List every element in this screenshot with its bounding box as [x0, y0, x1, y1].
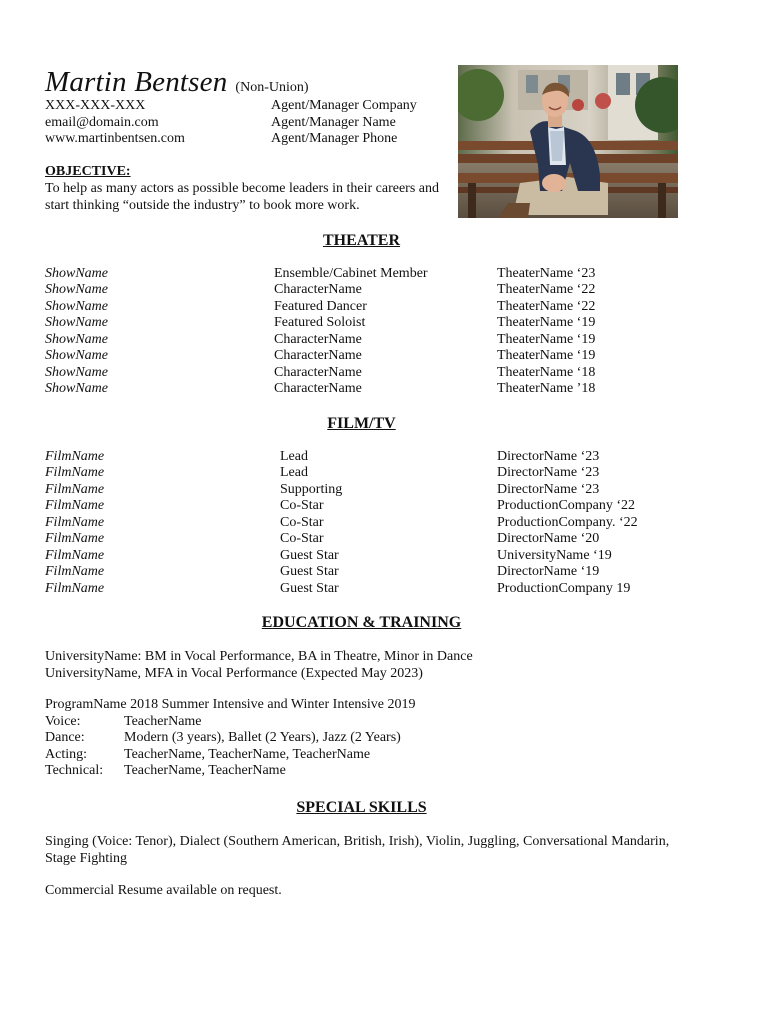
theater-credit-venue: TheaterName ‘22: [497, 282, 596, 298]
training-value: Modern (3 years), Ballet (2 Years), Jazz (2 Years): [124, 730, 401, 745]
theater-credit-venue: TheaterName ‘23: [497, 266, 596, 281]
theater-credit-venue: TheaterName ‘19: [497, 348, 596, 364]
training-label: Acting:: [45, 746, 87, 762]
degree-line: UniversityName: BM in Vocal Performance, BA in Theatre, Minor in Dance: [45, 649, 473, 664]
agent-company: Agent/Manager Company: [271, 98, 417, 113]
film-credit-row: [45, 449, 725, 465]
film-credit-title: FilmName: [45, 531, 105, 547]
agent-phone: Agent/Manager Phone: [271, 131, 398, 146]
theater-credit-row: [45, 381, 725, 397]
film-credit-venue: UniversityName ‘19: [497, 547, 612, 563]
training-value: TeacherName, TeacherName: [124, 763, 286, 778]
film-credit-role: Co-Star: [280, 514, 324, 530]
training-label: Technical:: [45, 763, 104, 778]
degree-line: UniversityName, MFA in Vocal Performance (Expected May 2023): [45, 665, 423, 681]
objective-title: OBJECTIVE:: [45, 164, 131, 179]
film-credit-venue: DirectorName ‘23: [497, 481, 600, 497]
name-line: [45, 66, 309, 99]
film-credit-role: Guest Star: [280, 547, 339, 563]
theater-credit-row: [45, 266, 725, 282]
film-credit-role: Guest Star: [280, 564, 339, 580]
objective-text: [45, 181, 445, 214]
film-credit-row: [45, 482, 725, 498]
training-value: TeacherName, TeacherName, TeacherName: [124, 746, 371, 762]
program-line: ProgramName 2018 Summer Intensive and Winter Intensive 2019: [45, 697, 416, 712]
skills-line: Stage Fighting: [45, 850, 128, 866]
actor-name: Martin Bentsen: [45, 66, 228, 98]
theater-heading: THEATER: [322, 232, 401, 249]
objective-line: To help as many actors as possible become leaders in their careers and: [45, 181, 439, 196]
theater-credit-venue: TheaterName ‘18: [497, 364, 596, 380]
film-credit-row: [45, 564, 725, 580]
union-status: (Non-Union): [235, 80, 309, 95]
theater-credit-title: ShowName: [45, 348, 108, 364]
film-heading: FILM/TV: [327, 415, 396, 432]
film-credit-title: FilmName: [45, 547, 105, 563]
headshot-photo-icon: [458, 65, 678, 218]
film-credit-row: [45, 515, 725, 531]
skills-line: Singing (Voice: Tenor), Dialect (Southern American, British, Irish), Violin, Juggling, Conversational Mandarin,: [45, 834, 670, 849]
training-block: [45, 697, 725, 780]
film-credit-title: FilmName: [45, 481, 105, 497]
film-credit-row: [45, 498, 725, 514]
theater-credit-role: CharacterName: [274, 331, 362, 347]
phone-number: XXX-XXX-XXX: [45, 98, 146, 113]
film-credit-venue: ProductionCompany. ‘22: [497, 514, 638, 530]
training-label: Dance:: [45, 730, 85, 745]
film-credit-venue: ProductionCompany 19: [497, 580, 631, 596]
theater-credit-role: CharacterName: [274, 348, 362, 364]
theater-credit-title: ShowName: [45, 381, 108, 397]
film-credit-row: [45, 465, 725, 481]
film-credit-venue: DirectorName ‘23: [497, 465, 600, 481]
theater-credit-row: [45, 315, 725, 331]
theater-credit-role: Featured Dancer: [274, 298, 367, 314]
theater-credit-title: ShowName: [45, 364, 108, 380]
film-credit-title: FilmName: [45, 514, 105, 530]
theater-credit-venue: TheaterName ‘22: [497, 298, 596, 314]
theater-credit-title: ShowName: [45, 282, 108, 298]
education-heading: EDUCATION & TRAINING: [261, 614, 462, 631]
film-credit-title: FilmName: [45, 449, 105, 464]
training-row: [45, 747, 725, 764]
film-credit-role: Co-Star: [280, 498, 324, 514]
headshot-photo: [458, 65, 678, 218]
training-list: [45, 714, 725, 780]
film-credit-row: [45, 531, 725, 547]
theater-credit-role: CharacterName: [274, 381, 362, 397]
film-credit-venue: ProductionCompany ‘22: [497, 498, 636, 514]
film-credit-role: Lead: [280, 449, 308, 464]
film-credit-role: Guest Star: [280, 580, 339, 596]
theater-credits: [45, 266, 725, 398]
theater-credit-title: ShowName: [45, 298, 108, 314]
theater-credit-role: Ensemble/Cabinet Member: [274, 266, 428, 281]
theater-credit-role: CharacterName: [274, 364, 362, 380]
film-credit-title: FilmName: [45, 498, 105, 514]
training-value: TeacherName: [124, 713, 202, 729]
theater-credit-row: [45, 299, 725, 315]
film-credit-venue: DirectorName ‘23: [497, 449, 600, 464]
objective-line: start thinking “outside the industry” to book more work.: [45, 197, 360, 213]
training-row: [45, 763, 725, 780]
film-credit-title: FilmName: [45, 465, 105, 481]
theater-credit-row: [45, 348, 725, 364]
commercial-note: Commercial Resume available on request.: [45, 883, 282, 898]
theater-credit-title: ShowName: [45, 315, 108, 331]
email-address: email@domain.com: [45, 114, 159, 130]
film-credit-title: FilmName: [45, 580, 105, 596]
skills-heading: SPECIAL SKILLS: [296, 799, 427, 816]
film-credit-role: Supporting: [280, 481, 343, 497]
theater-credit-title: ShowName: [45, 266, 108, 281]
theater-credit-row: [45, 332, 725, 348]
training-row: [45, 730, 725, 747]
website-url: www.martinbentsen.com: [45, 131, 185, 146]
skills-text: [45, 834, 725, 867]
training-label: Voice:: [45, 713, 81, 729]
theater-credit-venue: TheaterName ’18: [497, 381, 596, 397]
education-degrees: [45, 649, 725, 682]
theater-credit-role: CharacterName: [274, 282, 362, 298]
film-credit-role: Co-Star: [280, 531, 324, 547]
agent-info: [271, 98, 417, 148]
film-credit-row: [45, 548, 725, 564]
agent-name: Agent/Manager Name: [271, 114, 396, 130]
training-row: [45, 714, 725, 731]
film-credits: [45, 449, 725, 597]
film-credit-row: [45, 581, 725, 597]
theater-credit-venue: TheaterName ‘19: [497, 315, 596, 331]
film-credit-role: Lead: [280, 465, 308, 481]
theater-credit-role: Featured Soloist: [274, 315, 366, 331]
theater-credit-title: ShowName: [45, 331, 108, 347]
film-credit-title: FilmName: [45, 564, 105, 580]
theater-credit-row: [45, 365, 725, 381]
contact-info: [45, 98, 185, 148]
film-credit-venue: DirectorName ‘20: [497, 531, 600, 547]
theater-credit-venue: TheaterName ‘19: [497, 331, 596, 347]
theater-credit-row: [45, 282, 725, 298]
film-credit-venue: DirectorName ‘19: [497, 564, 600, 580]
